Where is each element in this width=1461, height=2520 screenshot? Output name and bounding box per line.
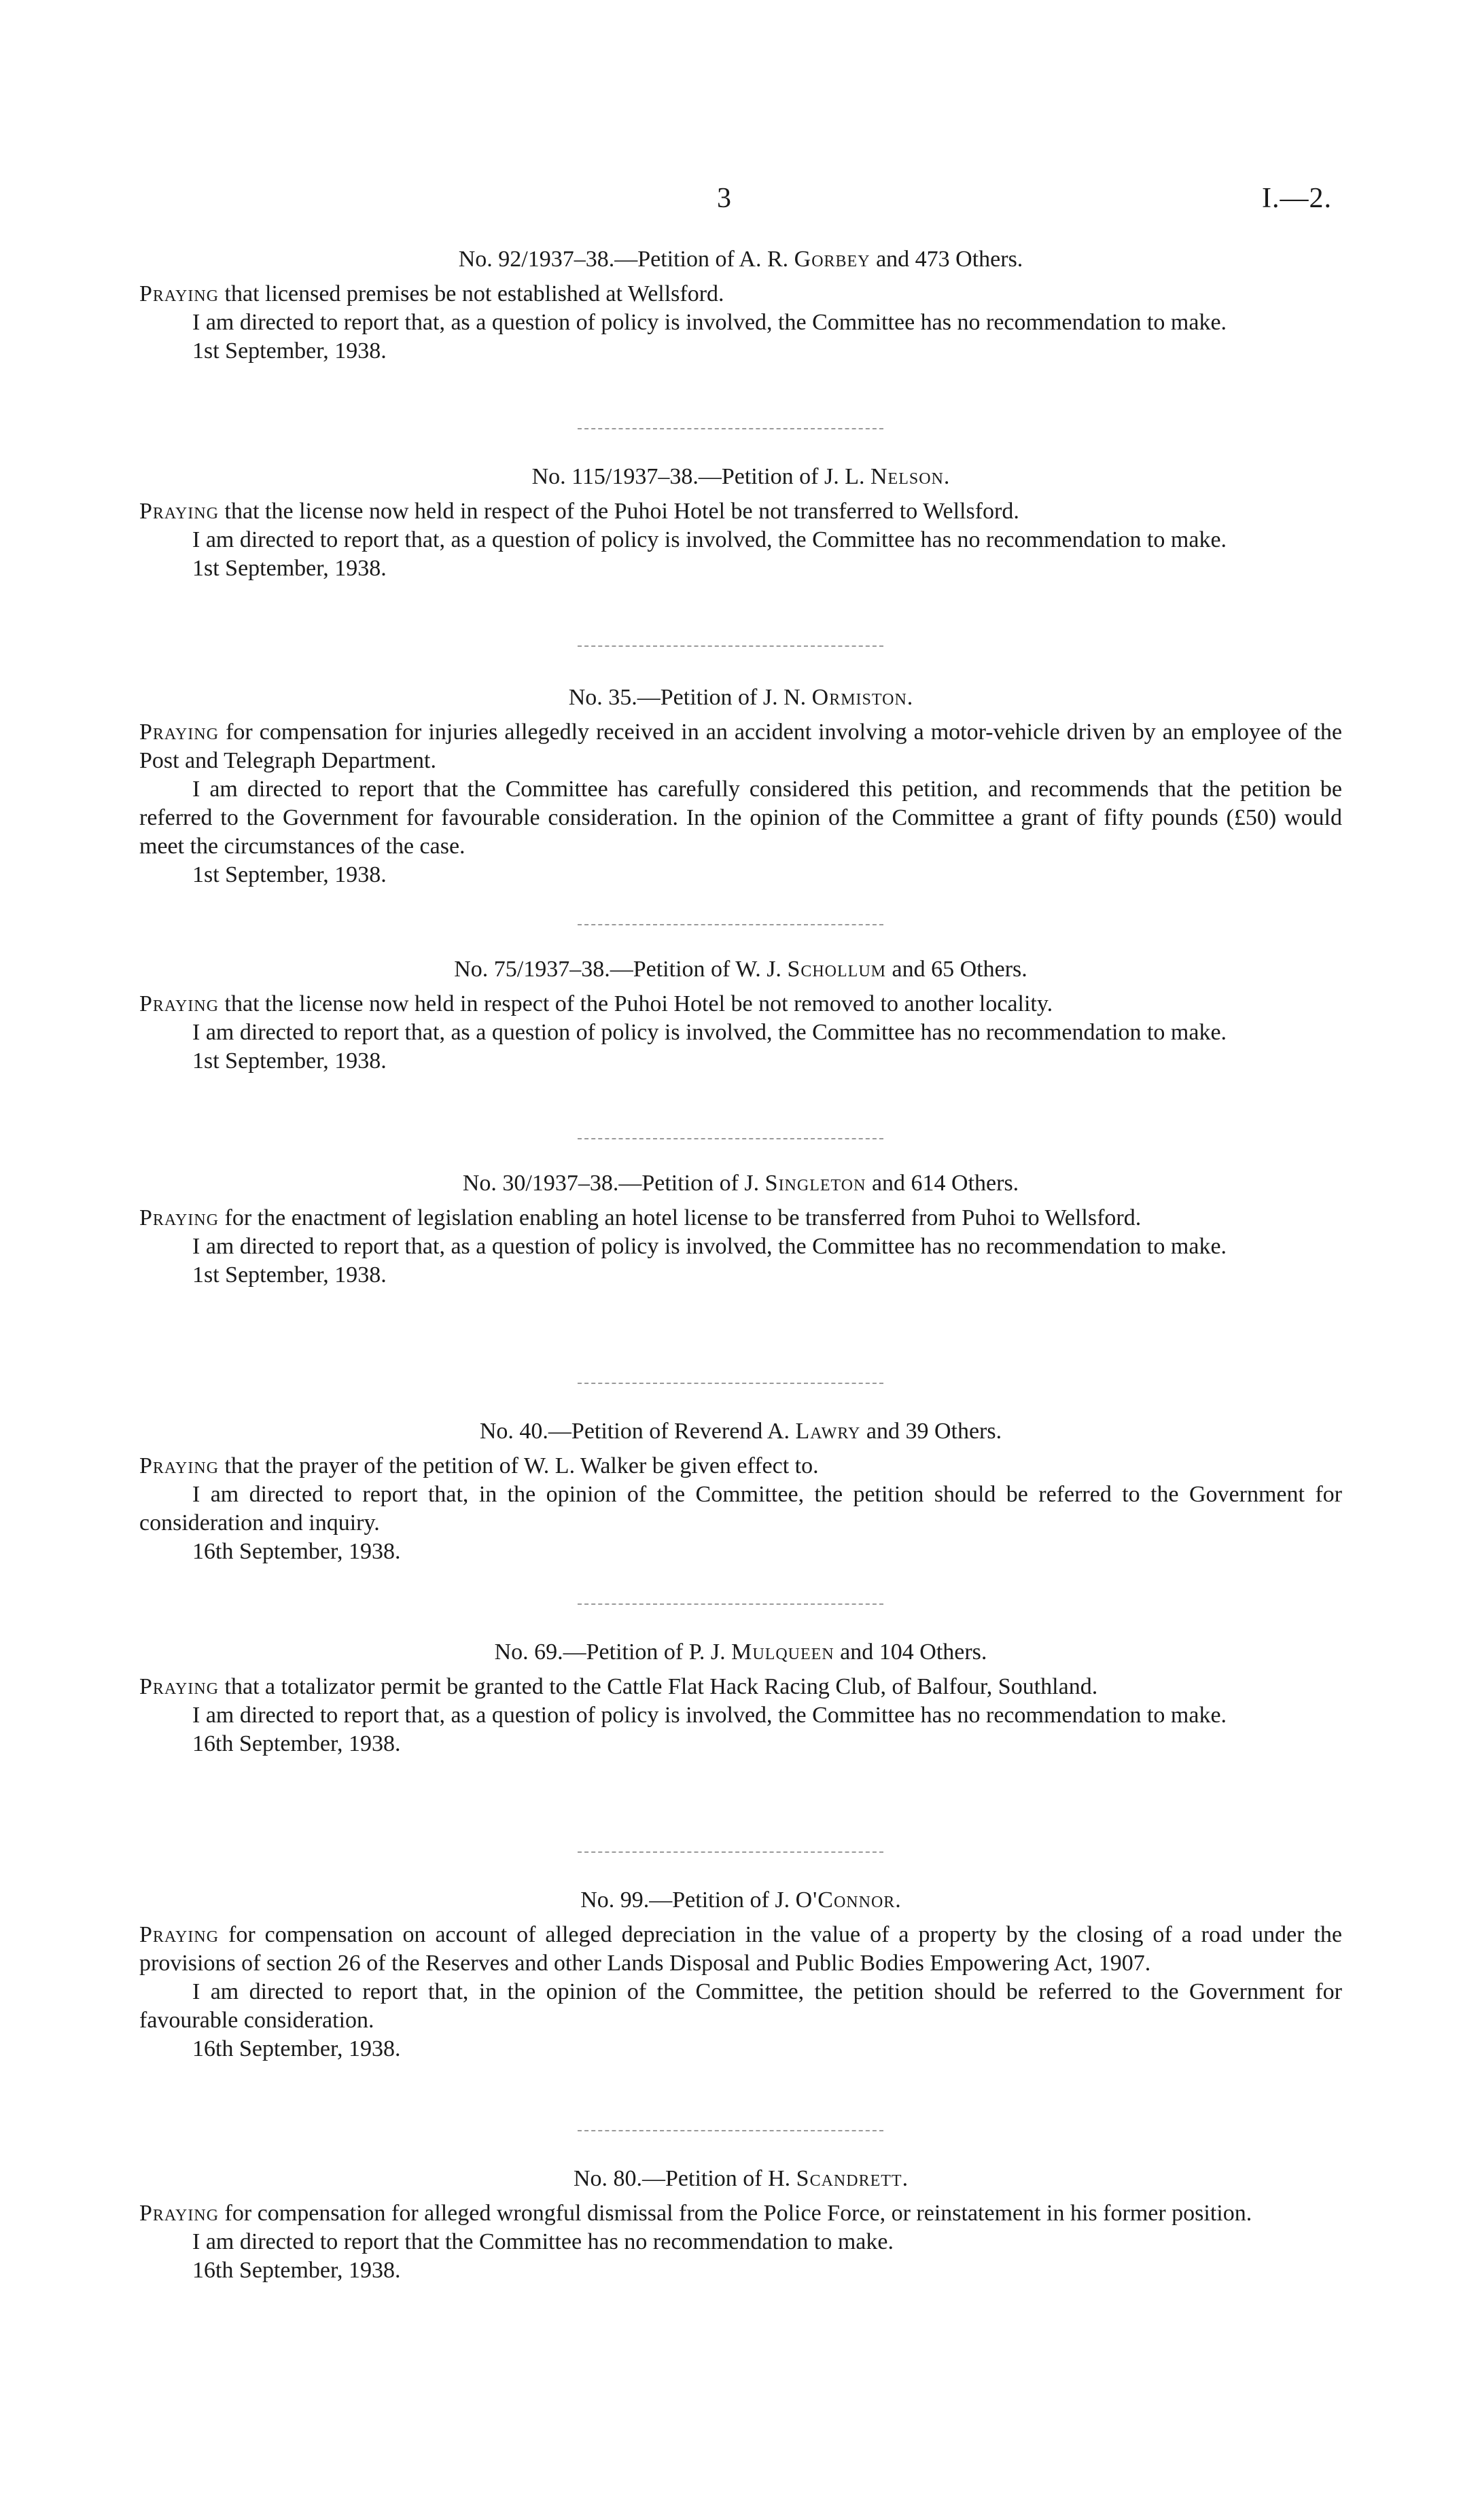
petition-entry [139, 2164, 1342, 2285]
document-reference: I.—2. [1262, 183, 1332, 214]
report-date: 16th September, 1938. [192, 2258, 401, 2283]
petition-prayer: Praying for compensation for injuries allegedly received in an accident involving a motor-vehicle driven by an employee of the Post and Telegraph Department. [139, 720, 1342, 773]
petition-entry [139, 1169, 1342, 1290]
petition-heading: No. 40.—Petition of Reverend A. Lawry and 39 Others. [479, 1419, 1002, 1444]
committee-report: I am directed to report that, as a question of policy is involved, the Committee has no recommendation to make. [192, 527, 1227, 552]
report-date: 16th September, 1938. [192, 1731, 401, 1756]
petition-entry [139, 462, 1342, 583]
committee-report: I am directed to report that, as a question of policy is involved, the Committee has no recommendation to make. [192, 1020, 1227, 1045]
section-divider [578, 645, 883, 647]
petition-heading: No. 75/1937–38.—Petition of W. J. Schollum and 65 Others. [454, 957, 1027, 982]
petition-entry [139, 245, 1342, 366]
petition-prayer: Praying that the license now held in respect of the Puhoi Hotel be not removed to another locality. [139, 991, 1053, 1016]
report-date: 1st September, 1938. [192, 1048, 387, 1073]
petition-prayer: Praying that the license now held in respect of the Puhoi Hotel be not transferred to Wellsford. [139, 499, 1019, 524]
report-date: 16th September, 1938. [192, 2036, 401, 2061]
petition-heading: No. 115/1937–38.—Petition of J. L. Nelson. [531, 464, 950, 489]
petition-heading: No. 35.—Petition of J. N. Ormiston. [568, 685, 913, 710]
section-divider [578, 1603, 883, 1605]
section-divider [578, 1138, 883, 1139]
petition-heading: No. 30/1937–38.—Petition of J. Singleton and 614 Others. [462, 1171, 1019, 1196]
petition-heading: No. 69.—Petition of P. J. Mulqueen and 104 Others. [494, 1639, 987, 1665]
petition-prayer: Praying that licensed premises be not established at Wellsford. [139, 281, 724, 306]
committee-report: I am directed to report that the Committee has no recommendation to make. [192, 2229, 894, 2254]
report-date: 1st September, 1938. [192, 1262, 387, 1288]
petition-prayer: Praying that a totalizator permit be granted to the Cattle Flat Hack Racing Club, of Balfour, Southland. [139, 1674, 1098, 1699]
committee-report: I am directed to report that, as a question of policy is involved, the Committee has no recommendation to make. [192, 310, 1227, 335]
petition-entry [139, 1637, 1342, 1758]
committee-report: I am directed to report that, in the opinion of the Committee, the petition should be referred to the Government for favourable consideration. [139, 1979, 1342, 2033]
report-date: 1st September, 1938. [192, 556, 387, 581]
section-divider [578, 2130, 883, 2131]
petition-entry [139, 955, 1342, 1076]
section-divider [578, 428, 883, 429]
petition-prayer: Praying that the prayer of the petition of W. L. Walker be given effect to. [139, 1453, 819, 1478]
petition-heading: No. 92/1937–38.—Petition of A. R. Gorbey and 473 Others. [458, 247, 1023, 272]
petition-heading: No. 80.—Petition of H. Scandrett. [573, 2166, 909, 2191]
petition-prayer: Praying for compensation on account of alleged depreciation in the value of a property by the closing of a road under the provisions of section 26 of the Reserves and other Lands Disposal and Public Bodies Empowering Act, 1907. [139, 1922, 1342, 1976]
petition-entry [139, 683, 1342, 889]
page-header [0, 182, 1461, 223]
report-date: 16th September, 1938. [192, 1539, 401, 1564]
page-number: 3 [717, 183, 731, 214]
petition-entry [139, 1417, 1342, 1566]
petition-entry [139, 1885, 1342, 2063]
petition-prayer: Praying for the enactment of legislation enabling an hotel license to be transferred from Puhoi to Wellsford. [139, 1205, 1142, 1230]
petition-prayer: Praying for compensation for alleged wrongful dismissal from the Police Force, or reinstatement in his former position. [139, 2201, 1252, 2226]
section-divider [578, 924, 883, 925]
committee-report: I am directed to report that the Committee has carefully considered this petition, and recommends that the petition be referred to the Government for favourable consideration. In the opinion of the Committee a grant of fifty pounds (£50) would meet the circumstances of the case. [139, 777, 1342, 859]
section-divider [578, 1383, 883, 1384]
report-date: 1st September, 1938. [192, 862, 387, 887]
petition-heading: No. 99.—Petition of J. O'Connor. [580, 1887, 901, 1913]
section-divider [578, 1851, 883, 1853]
committee-report: I am directed to report that, as a question of policy is involved, the Committee has no recommendation to make. [192, 1703, 1227, 1728]
committee-report: I am directed to report that, in the opinion of the Committee, the petition should be referred to the Government for consideration and inquiry. [139, 1482, 1342, 1536]
report-date: 1st September, 1938. [192, 338, 387, 363]
committee-report: I am directed to report that, as a question of policy is involved, the Committee has no recommendation to make. [192, 1234, 1227, 1259]
